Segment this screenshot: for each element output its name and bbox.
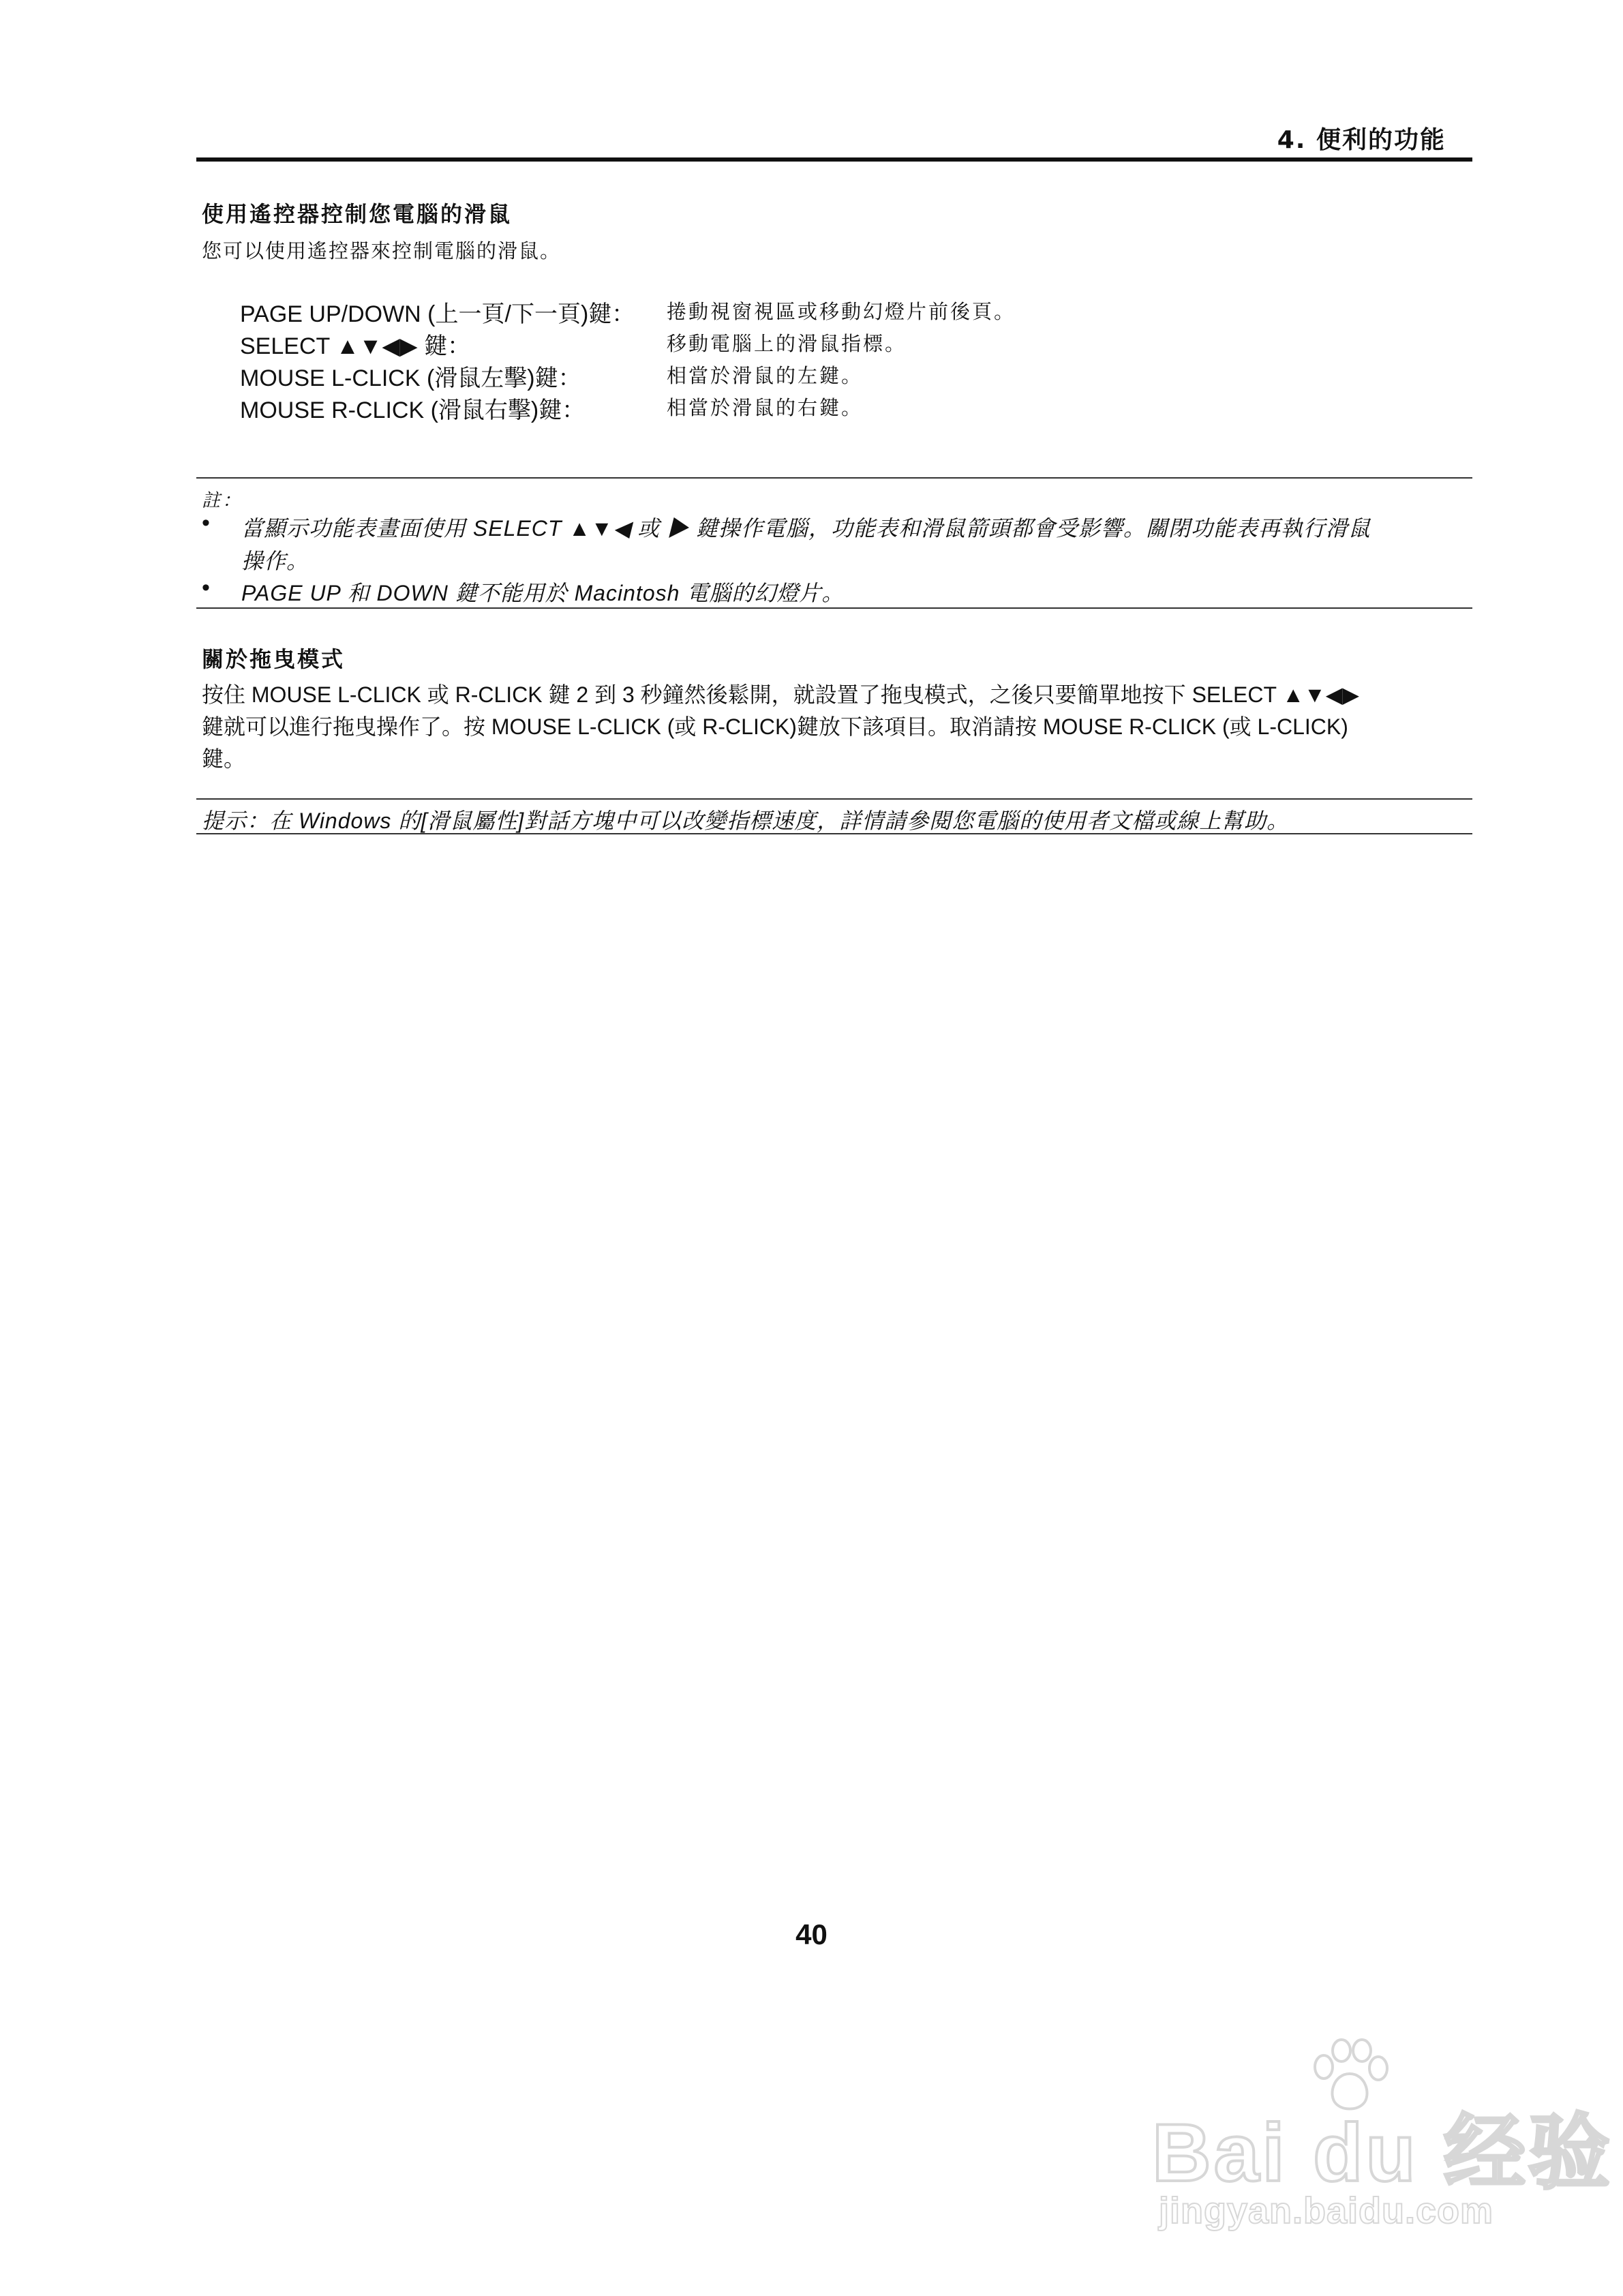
key-description: 移動電腦上的滑鼠指標。 <box>667 332 907 355</box>
watermark-url-text: jingyan.baidu.com <box>1159 2190 1494 2231</box>
key-name: MOUSE R-CLICK (滑鼠右擊)鍵： <box>240 397 586 423</box>
page-number: 40 <box>795 1918 828 1950</box>
drag-mode-paragraph-line: 按住 MOUSE L-CLICK 或 R-CLICK 鍵 2 到 3 秒鐘然後鬆開，就設置了拖曳模式，之後只要簡單地按下 SELECT ▲▼◀▶ <box>202 682 1359 707</box>
note-label: 註： <box>202 490 243 511</box>
tip-top-rule <box>196 798 1472 800</box>
key-name: SELECT ▲▼◀▶ 鍵： <box>240 333 471 359</box>
key-description: 相當於滑鼠的左鍵。 <box>667 364 864 387</box>
section-heading-drag-mode: 關於拖曳模式 <box>202 646 346 672</box>
section-heading-mouse-control: 使用遙控器控制您電腦的滑鼠 <box>202 201 513 227</box>
watermark-logo-text: Bai du 经验 <box>1152 2107 1613 2199</box>
tip-text: 提示：在 Windows 的[滑鼠屬性]對話方塊中可以改變指標速度，詳情請參閱您電腦的使用者文檔或線上幫助。 <box>202 809 1290 833</box>
key-description: 相當於滑鼠的右鍵。 <box>667 396 864 419</box>
bullet-dot: • <box>202 575 210 601</box>
note-bullet-1: 當顯示功能表畫面使用 SELECT ▲▼◀ 或 ▶ 鍵操作電腦，功能表和滑鼠箭頭都會受影響。關閉功能表再執行滑鼠 <box>241 516 1371 541</box>
key-name: PAGE UP/DOWN (上一頁/下一頁)鍵： <box>240 301 635 327</box>
drag-mode-paragraph-line: 鍵。 <box>202 746 246 771</box>
header-rule <box>196 157 1472 162</box>
section-intro: 您可以使用遙控器來控制電腦的滑鼠。 <box>202 239 562 262</box>
chapter-title: 4. 便利的功能 <box>1277 126 1446 154</box>
note-bottom-rule <box>196 607 1472 609</box>
baidu-jingyan-watermark <box>1152 2038 1613 2243</box>
key-description: 捲動視窗視區或移動幻燈片前後頁。 <box>667 300 1016 323</box>
note-top-rule <box>196 477 1472 479</box>
bullet-dot: • <box>202 510 210 536</box>
drag-mode-paragraph-line: 鍵就可以進行拖曳操作了。按 MOUSE L-CLICK (或 R-CLICK)鍵放下該項目。取消請按 MOUSE R-CLICK (或 L-CLICK) <box>202 714 1348 739</box>
note-bullet-2: PAGE UP 和 DOWN 鍵不能用於 Macintosh 電腦的幻燈片。 <box>241 581 845 605</box>
note-bullet-1-continued: 操作。 <box>241 549 309 573</box>
tip-bottom-rule <box>196 833 1472 834</box>
key-name: MOUSE L-CLICK (滑鼠左擊)鍵： <box>240 365 581 391</box>
